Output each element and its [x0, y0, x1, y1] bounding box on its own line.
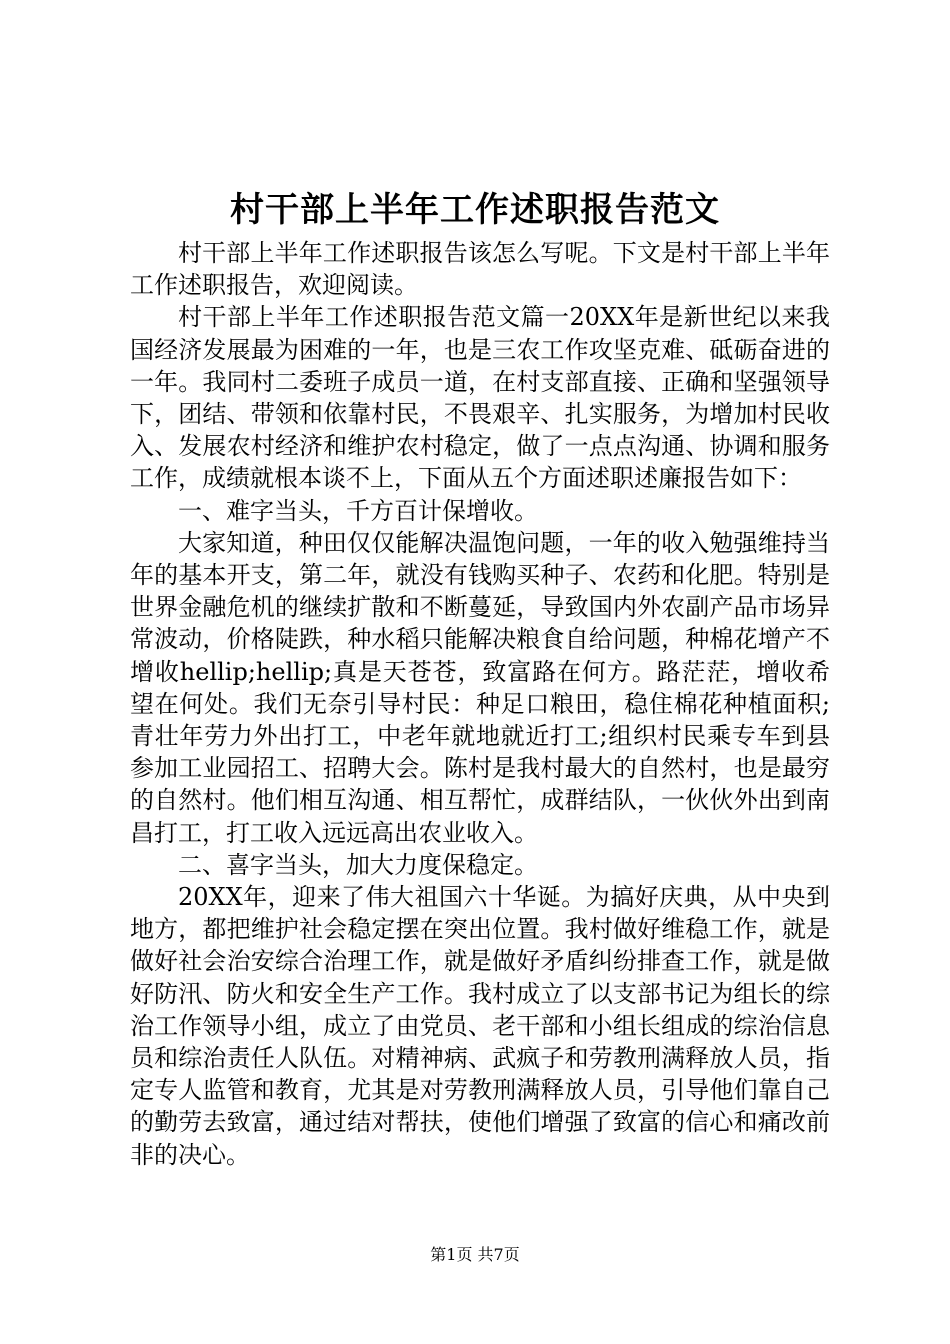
document-title: 村干部上半年工作述职报告范文: [230, 190, 720, 230]
paragraph-opening: 村干部上半年工作述职报告范文篇一20XX年是新世纪以来我国经济发展最为困难的一年，也是三农工作攻坚克难、砥砺奋进的一年。我同村二委班子成员一道，在村支部直接、正确和坚强领导下，团结、带领和依靠村民，不畏艰辛、扎实服务，为增加村民收入、发展农村经济和维护农村稳定，做了一点点沟通、协调和服务工作，成绩就根本谈不上，下面从五个方面述职述廉报告如下：: [130, 303, 830, 493]
paragraph-intro: 村干部上半年工作述职报告该怎么写呢。下文是村干部上半年工作述职报告，欢迎阅读。: [130, 239, 830, 300]
page-footer: 第1页 共7页: [430, 1245, 520, 1264]
paragraph-section-2: 20XX年，迎来了伟大祖国六十华诞。为搞好庆典，从中央到地方，都把维护社会稳定摆在突出位置。我村做好维稳工作，就是做好社会治安综合治理工作，就是做好矛盾纠纷排查工作，就是做好防汛、防火和安全生产工作。我村成立了以支部书记为组长的综治工作领导小组，成立了由党员、老干部和小组长组成的综治信息员和综治责任人队伍。对精神病、武疯子和劳教刑满释放人员，指定专人监管和教育，尤其是对劳教刑满释放人员，引导他们靠自己的勤劳去致富，通过结对帮扶，使他们增强了致富的信心和痛改前非的决心。: [130, 883, 830, 1169]
document-body: [130, 237, 830, 1171]
section-heading-1: 一、难字当头，千方百计保增收。: [178, 496, 538, 525]
section-heading-2: 二、喜字当头，加大力度保稳定。: [178, 850, 538, 879]
paragraph-section-1: 大家知道，种田仅仅能解决温饱问题，一年的收入勉强维持当年的基本开支，第二年，就没有钱购买种子、农药和化肥。特别是世界金融危机的继续扩散和不断蔓延，导致国内外农副产品市场异常波动，价格陡跌，种水稻只能解决粮食自给问题，种棉花增产不增收hellip;hellip;真是天苍苍，致富路在何方。路茫茫，增收希望在何处。我们无奈引导村民：种足口粮田，稳住棉花种植面积;青壮年劳力外出打工，中老年就地就近打工;组织村民乘专车到县参加工业园招工、招聘大会。陈村是我村最大的自然村，也是最穷的自然村。他们相互沟通、相互帮忙，成群结队，一伙伙外出到南昌打工，打工收入远远高出农业收入。: [130, 528, 830, 847]
